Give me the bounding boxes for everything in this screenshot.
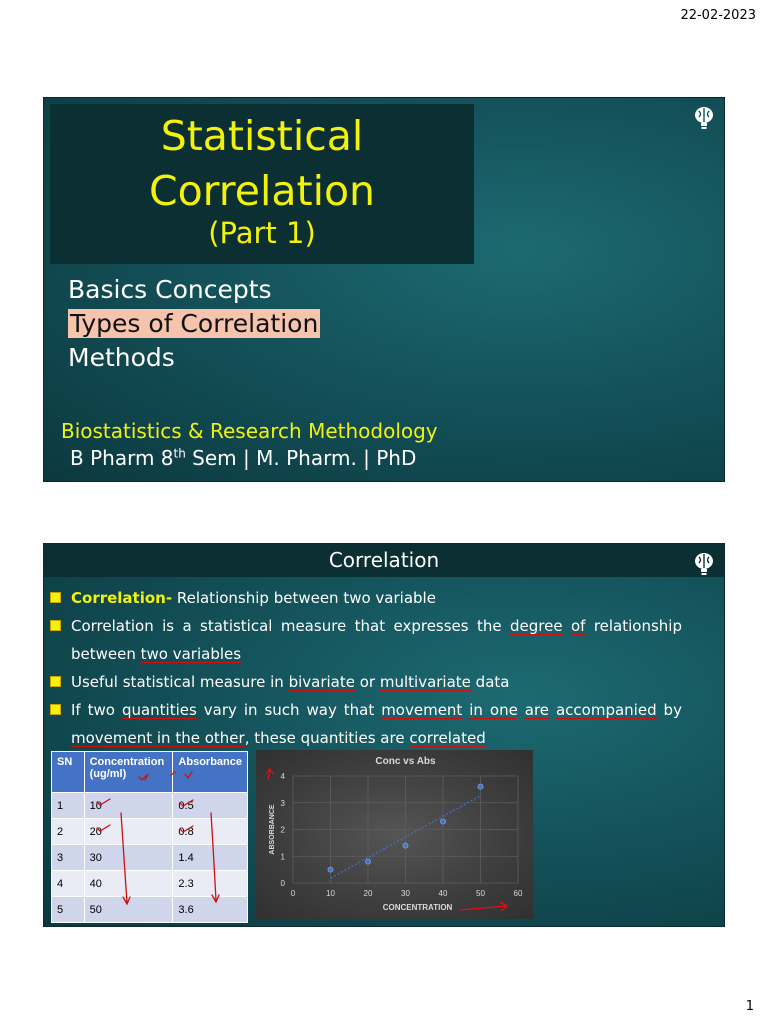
levels-sup: th xyxy=(173,446,186,461)
table-header-cell: SN xyxy=(52,752,85,793)
bullet-square-icon xyxy=(50,592,61,603)
underlined-word: two variables xyxy=(140,645,242,663)
bullet-list xyxy=(50,584,682,752)
bullet-text: Correlation is a statistical measure that expresses the xyxy=(71,617,510,635)
title-box xyxy=(50,104,474,264)
bullet-text: Useful statistical measure in xyxy=(71,673,289,691)
brain-logo-icon xyxy=(693,106,715,132)
table-cell: 2.3 xyxy=(173,871,248,897)
data-point xyxy=(403,843,408,848)
bullet-square-icon xyxy=(50,620,61,631)
bullet-text: data xyxy=(470,673,510,691)
table-cell: 0.8 xyxy=(173,819,248,845)
x-tick-label: 10 xyxy=(326,889,335,898)
underlined-word: of xyxy=(570,617,586,635)
table-header-row xyxy=(52,752,248,793)
bullet-text: by xyxy=(656,701,682,719)
bullet-square-icon xyxy=(50,676,61,687)
table-header-cell: Absorbance xyxy=(173,752,248,793)
table-cell: 4 xyxy=(52,871,85,897)
underlined-word: in one xyxy=(469,701,518,719)
table-row xyxy=(52,845,248,871)
levels-suffix: Sem | M. Pharm. | PhD xyxy=(185,446,417,470)
bullet-text: If two xyxy=(71,701,122,719)
table-cell: 40 xyxy=(84,871,173,897)
underlined-word: correlated xyxy=(409,729,486,747)
table-cell: 3 xyxy=(52,845,85,871)
topic-methods: Methods xyxy=(68,343,175,372)
header-date: 22-02-2023 xyxy=(680,8,756,23)
title-line-2: Correlation xyxy=(148,167,376,215)
table-header-cell: Concentration (ug/ml) xyxy=(84,752,173,793)
table-cell: 10 xyxy=(84,793,173,819)
table-cell: 50 xyxy=(84,897,173,923)
y-axis-label: ABSORBANCE xyxy=(269,804,276,855)
annotation-arrow-right xyxy=(460,902,507,911)
underlined-word: quantities xyxy=(121,701,197,719)
table-row xyxy=(52,871,248,897)
y-tick-label: 0 xyxy=(280,879,285,888)
bullet-text: relationship between xyxy=(71,617,682,663)
table-row xyxy=(52,897,248,923)
underlined-word: are xyxy=(524,701,550,719)
underlined-word: movement xyxy=(381,701,463,719)
bullet-text: or xyxy=(354,673,380,691)
y-tick-label: 3 xyxy=(280,798,285,808)
data-table xyxy=(51,751,248,923)
data-point xyxy=(478,784,483,789)
bullet-text xyxy=(563,617,571,635)
table-cell: 30 xyxy=(84,845,173,871)
annotation-arrow-up xyxy=(266,769,273,780)
x-tick-label: 50 xyxy=(476,889,485,898)
y-tick-label: 4 xyxy=(280,772,285,781)
keyword: Correlation- xyxy=(71,589,173,607)
table-cell: 3.6 xyxy=(173,897,248,923)
table-cell: 1.4 xyxy=(173,845,248,871)
course-name: Biostatistics & Research Methodology xyxy=(61,419,438,443)
x-tick-label: 0 xyxy=(290,889,296,898)
chart-title: Conc vs Abs xyxy=(375,756,436,767)
x-axis-label: CONCENTRATION xyxy=(382,903,453,912)
data-point xyxy=(328,867,333,872)
table-cell: 0.5 xyxy=(173,793,248,819)
topic-types-highlight: Types of Correlation xyxy=(70,309,319,338)
x-tick-label: 30 xyxy=(401,889,410,898)
topic-types xyxy=(68,307,320,341)
table-cell: 20 xyxy=(84,819,173,845)
levels-prefix: B Pharm 8 xyxy=(70,446,174,470)
bullet-text xyxy=(518,701,525,719)
topic-basics: Basics Concepts xyxy=(68,275,272,304)
data-point xyxy=(365,859,370,864)
bullet-item xyxy=(50,584,682,612)
page-number: 1 xyxy=(745,999,754,1014)
bullet-text xyxy=(549,701,556,719)
bullet-item xyxy=(50,612,682,668)
scatter-chart xyxy=(256,750,533,919)
slide-title xyxy=(43,97,725,482)
data-point xyxy=(440,819,445,824)
bullet-text: vary in such way that xyxy=(196,701,382,719)
underlined-word: movement in the other xyxy=(71,729,245,747)
brain-logo-icon xyxy=(693,552,715,578)
table-cell: 5 xyxy=(52,897,85,923)
x-tick-label: 40 xyxy=(438,889,448,898)
underlined-word: multivariate xyxy=(379,673,471,691)
bullet-item xyxy=(50,696,682,752)
x-tick-label: 20 xyxy=(363,889,373,898)
course-levels xyxy=(70,446,416,470)
bullet-item xyxy=(50,668,682,696)
title-part: (Part 1) xyxy=(208,216,316,250)
table-cell: 2 xyxy=(52,819,85,845)
x-tick-label: 60 xyxy=(513,889,523,898)
y-tick-label: 2 xyxy=(280,825,285,835)
underlined-word: degree xyxy=(510,617,563,635)
bullet-text: Relationship between two variable xyxy=(172,589,436,607)
bullet-text: , these quantities are xyxy=(244,729,410,747)
underlined-word: bivariate xyxy=(288,673,355,691)
title-line-1: Statistical xyxy=(160,112,364,160)
slide-correlation xyxy=(43,543,725,927)
table-row xyxy=(52,819,248,845)
table-cell: 1 xyxy=(52,793,85,819)
y-tick-label: 1 xyxy=(280,852,285,862)
bullet-square-icon xyxy=(50,704,61,715)
table-row xyxy=(52,793,248,819)
underlined-word: accompanied xyxy=(555,701,657,719)
topics-list xyxy=(68,273,320,375)
slide-heading: Correlation xyxy=(44,544,724,577)
